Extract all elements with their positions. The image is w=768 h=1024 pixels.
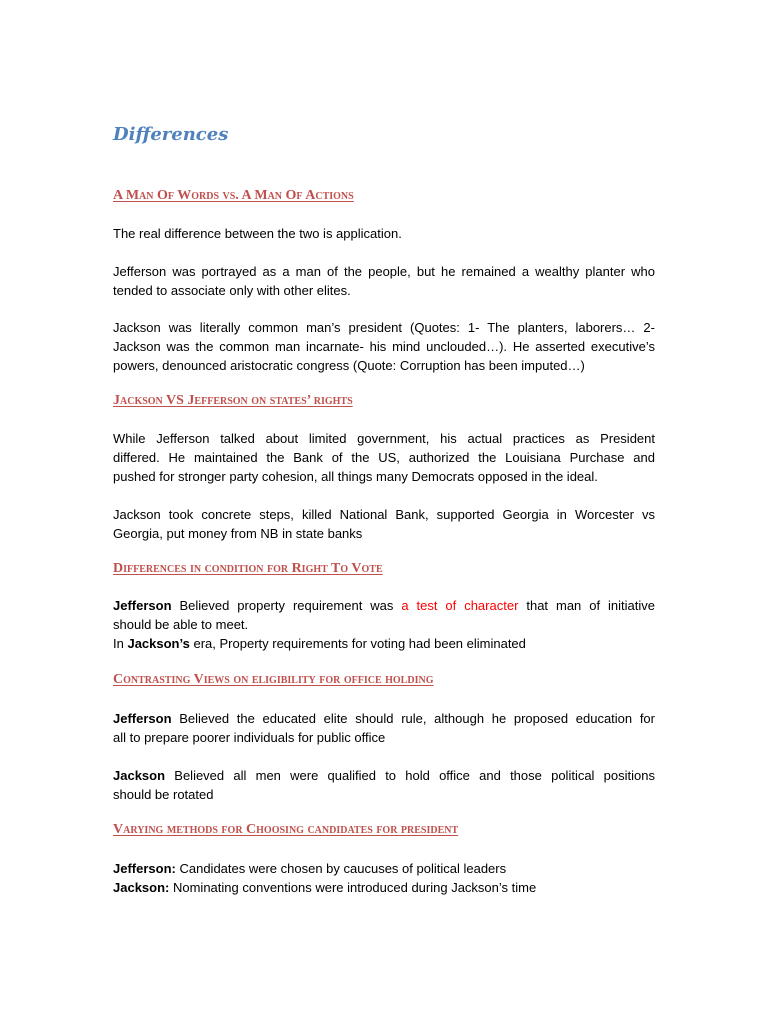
- paragraph-line: [113, 878, 655, 897]
- text-run: Candidates were chosen by caucuses of political leaders: [175, 861, 507, 876]
- text-run: Nominating conventions were introduced during Jackson’s time: [169, 880, 537, 895]
- text-run: Believed all men were qualified to hold office and those political positions: [165, 768, 655, 783]
- paragraph-line: should be able to meet.: [113, 617, 249, 632]
- paragraph-line: [113, 596, 655, 615]
- person-name: Jackson’s: [127, 636, 190, 651]
- paragraph: [113, 429, 655, 486]
- person-name: Jefferson:: [113, 861, 176, 876]
- person-name: Jackson:: [113, 880, 170, 895]
- section-heading-office-holding: Contrasting Views on eligibility for office holding: [113, 672, 434, 687]
- paragraph: [113, 505, 655, 543]
- paragraph: [113, 262, 655, 300]
- paragraph: [113, 859, 655, 897]
- text-run: Believed the educated elite should rule, although he proposed education for: [171, 711, 655, 726]
- text-run: Believed property requirement was: [171, 598, 402, 613]
- paragraph-line: [113, 766, 655, 785]
- text-run: In: [113, 636, 128, 651]
- paragraph-line: Jefferson was portrayed as a man of the people, but he remained a wealthy planter who: [113, 264, 655, 279]
- document-title: Differences: [113, 124, 229, 145]
- paragraph-line: pushed for stronger party cohesion, all things many Democrats opposed in the ideal.: [113, 469, 598, 484]
- section-heading-choosing-candidates: Varying methods for Choosing candidates for president: [113, 822, 459, 837]
- section-heading-states-rights: Jackson VS Jefferson on states’ rights: [113, 393, 353, 408]
- paragraph-line: differed. He maintained the Bank of the US, authorized the Louisiana Purchase and: [113, 450, 655, 465]
- highlighted-phrase: a test of character: [401, 598, 519, 613]
- paragraph-line: tended to associate only with other elites.: [113, 283, 351, 298]
- paragraph: [113, 766, 655, 804]
- paragraph-line: [113, 634, 655, 653]
- text-run: era, Property requirements for voting had been eliminated: [189, 636, 526, 651]
- paragraph-line: While Jefferson talked about limited government, his actual practices as President: [113, 431, 655, 446]
- text-run: that man of initiative: [518, 598, 655, 613]
- person-name: Jefferson: [113, 711, 172, 726]
- paragraph-line: powers, denounced aristocratic congress (Quote: Corruption has been imputed…): [113, 358, 585, 373]
- section-heading-right-to-vote: Differences in condition for Right To Vote: [113, 561, 383, 576]
- paragraph-line: Jackson was the common man incarnate- his mind unclouded…). He asserted executive’s: [113, 339, 655, 354]
- paragraph-line: should be rotated: [113, 787, 214, 802]
- paragraph-line: all to prepare poorer individuals for public office: [113, 730, 386, 745]
- paragraph-line: The real difference between the two is application.: [113, 226, 402, 241]
- paragraph-line: [113, 859, 655, 878]
- paragraph-line: Georgia, put money from NB in state banks: [113, 526, 363, 541]
- paragraph: [113, 224, 655, 243]
- paragraph: [113, 596, 655, 653]
- paragraph: [113, 318, 655, 375]
- paragraph-line: Jackson was literally common man’s president (Quotes: 1- The planters, laborers… 2-: [113, 320, 655, 335]
- paragraph-line: [113, 709, 655, 728]
- paragraph: [113, 709, 655, 747]
- section-heading-words-vs-actions: A Man Of Words vs. A Man Of Actions: [113, 188, 354, 203]
- person-name: Jackson: [113, 768, 166, 783]
- paragraph-line: Jackson took concrete steps, killed National Bank, supported Georgia in Worcester vs: [113, 507, 655, 522]
- person-name: Jefferson: [113, 598, 172, 613]
